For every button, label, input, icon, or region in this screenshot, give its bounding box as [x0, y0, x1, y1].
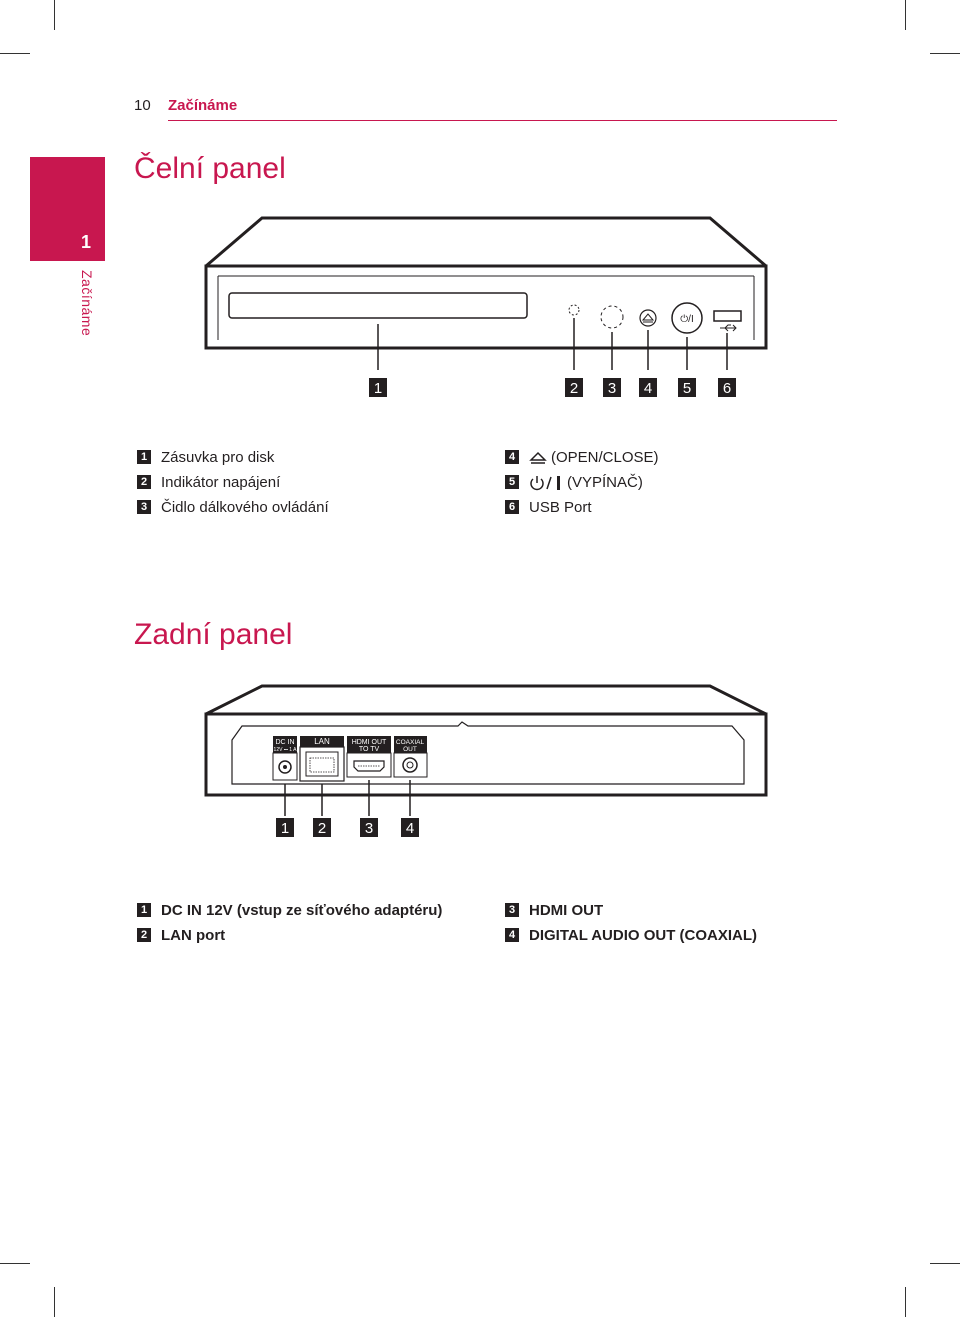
callout-label: 1 [280, 820, 290, 837]
running-header: Začínáme [168, 97, 238, 114]
player-body-top [206, 218, 766, 266]
coax-port-frame [394, 753, 427, 777]
legend-text: HDMI OUT [529, 902, 604, 919]
power-button-label: ⏻/I [680, 314, 694, 325]
legend-item [505, 449, 659, 466]
page-number: 10 [134, 97, 151, 114]
legend-text: Zásuvka pro disk [161, 449, 275, 466]
legend-badge: 4 [505, 928, 519, 942]
legend-text: USB Port [529, 499, 592, 516]
crop-mark [0, 1263, 30, 1264]
front-panel-illustration [0, 0, 960, 420]
legend-badge: 6 [505, 500, 519, 514]
legend-text: LAN port [161, 927, 226, 944]
disc-tray [229, 293, 527, 318]
hdmi-label-line2: TO TV [358, 746, 380, 753]
legend-item [137, 474, 280, 491]
coax-label-line2: OUT [403, 746, 417, 753]
rear-panel-title: Zadní panel [134, 618, 293, 651]
callout-label: 3 [607, 380, 617, 397]
legend-item [505, 902, 603, 919]
callout-label: 4 [405, 820, 415, 837]
front-callouts [369, 378, 736, 397]
rear-panel-illustration [0, 660, 960, 860]
legend-item [505, 927, 757, 944]
lan-label: LAN [314, 737, 330, 746]
legend-text: (OPEN/CLOSE) [551, 449, 659, 466]
callout-label: 6 [722, 380, 732, 397]
legend-badge: 5 [505, 475, 519, 489]
chapter-number: 1 [80, 232, 91, 252]
legend-text: Indikátor napájení [161, 474, 281, 491]
dc-in-rating: 12V ⎓ 1 A [273, 747, 297, 753]
legend-item [137, 902, 442, 919]
callout-label: 2 [569, 380, 579, 397]
crop-mark [905, 1287, 906, 1317]
legend-text: Čidlo dálkového ovládání [161, 499, 329, 516]
rear-callouts [276, 818, 419, 837]
crop-mark [930, 1263, 960, 1264]
eject-icon [529, 451, 547, 465]
power-icon [529, 475, 563, 491]
legend-item [505, 474, 643, 491]
coax-label-line1: COAXIAL [395, 739, 425, 746]
legend-badge: 3 [505, 903, 519, 917]
crop-mark [54, 1287, 55, 1317]
hdmi-label-line1: HDMI OUT [351, 739, 387, 746]
legend-badge: 2 [137, 928, 151, 942]
callout-label: 5 [682, 380, 692, 397]
legend-badge: 4 [505, 450, 519, 464]
legend-text: DIGITAL AUDIO OUT (COAXIAL) [529, 927, 758, 944]
callout-label: 3 [364, 820, 374, 837]
front-panel-title: Čelní panel [134, 152, 286, 185]
callout-label: 4 [643, 380, 653, 397]
legend-item [137, 449, 274, 466]
callout-label: 2 [317, 820, 327, 837]
legend-badge: 1 [137, 450, 151, 464]
legend-item [505, 499, 592, 516]
legend-badge: 3 [137, 500, 151, 514]
chapter-side-label: Začínáme [79, 270, 95, 337]
dc-in-label: DC IN [275, 739, 295, 746]
legend-badge: 2 [137, 475, 151, 489]
legend-text: DC IN 12V (vstup ze síťového adaptéru) [161, 902, 443, 919]
callout-label: 1 [373, 380, 383, 397]
legend-item [137, 927, 225, 944]
player-body-top [206, 686, 766, 714]
legend-item [137, 499, 329, 516]
legend-text: (VYPÍNAČ) [567, 474, 643, 491]
legend-badge: 1 [137, 903, 151, 917]
